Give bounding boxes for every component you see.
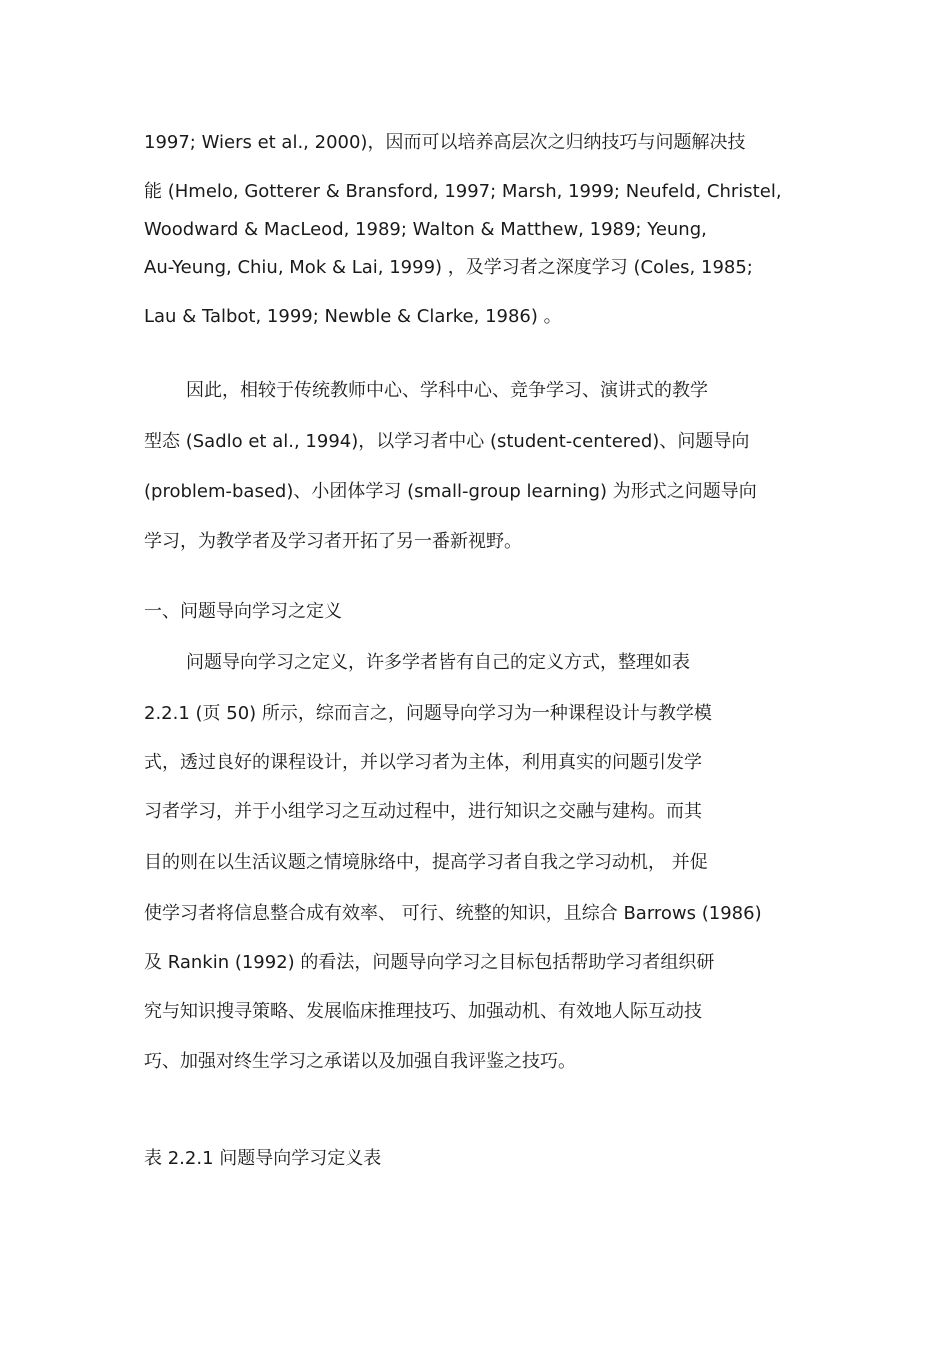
text-line: 2.2.1 (页 50) 所示，综而言之，问题导向学习为一种课程设计与教学模	[144, 703, 712, 724]
text-line: 学习，为教学者及学习者开拓了另一番新视野。	[144, 531, 522, 552]
text-line: 能 (Hmelo, Gotterer & Bransford, 1997; Marsh, 1999; Neufeld, Christel,	[144, 181, 782, 202]
text-line: Lau & Talbot, 1999; Newble & Clarke, 1986) 。	[144, 306, 562, 327]
table-caption: 表 2.2.1 问题导向学习定义表	[144, 1148, 382, 1169]
text-line: (problem-based)、小团体学习 (small-group learning) 为形式之问题导向	[144, 481, 757, 502]
text-line: 式，透过良好的课程设计，并以学习者为主体，利用真实的问题引发学	[144, 752, 702, 773]
text-line: Au-Yeung, Chiu, Mok & Lai, 1999) ，及学习者之深度学习 (Coles, 1985;	[144, 257, 753, 278]
text-line: 巧、加强对终生学习之承诺以及加强自我评鉴之技巧。	[144, 1051, 576, 1072]
text-line: 1997; Wiers et al., 2000)，因而可以培养高层次之归纳技巧与问题解决技	[144, 132, 746, 153]
text-line: 问题导向学习之定义，许多学者皆有自己的定义方式，整理如表	[186, 652, 690, 673]
text-line: 习者学习，并于小组学习之互动过程中，进行知识之交融与建构。而其	[144, 801, 702, 822]
text-line: 究与知识搜寻策略、发展临床推理技巧、加强动机、有效地人际互动技	[144, 1001, 702, 1022]
text-line: 使学习者将信息整合成有效率、 可行、统整的知识，且综合 Barrows (1986)	[144, 903, 762, 924]
text-line: 目的则在以生活议题之情境脉络中，提高学习者自我之学习动机， 并促	[144, 852, 708, 873]
text-line: 因此，相较于传统教师中心、学科中心、竞争学习、演讲式的教学	[186, 380, 708, 401]
text-line: Woodward & MacLeod, 1989; Walton & Matthew, 1989; Yeung,	[144, 219, 707, 240]
section-heading: 一、问题导向学习之定义	[144, 601, 342, 622]
text-line: 及 Rankin (1992) 的看法，问题导向学习之目标包括帮助学习者组织研	[144, 952, 715, 973]
text-line: 型态 (Sadlo et al., 1994)，以学习者中心 (student-centered)、问题导向	[144, 431, 750, 452]
